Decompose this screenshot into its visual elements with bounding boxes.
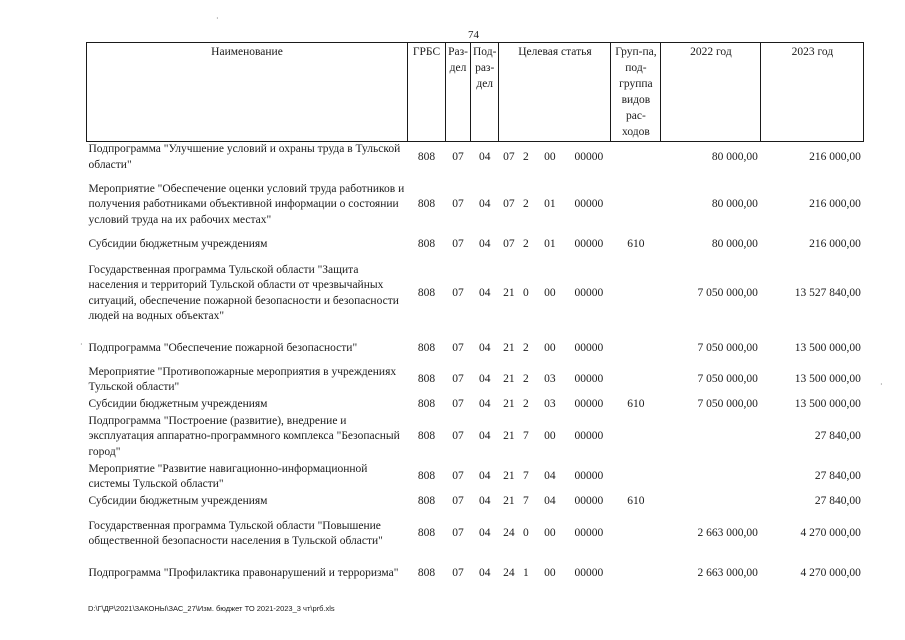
cell-t2: 2 <box>523 238 529 251</box>
cell-t2: 0 <box>523 527 529 540</box>
cell-grbs: 808 <box>417 373 436 386</box>
cell-y2023: 13 500 000,00 <box>794 373 861 386</box>
scan-dot: · <box>880 380 883 389</box>
cell-pr: 04 <box>478 342 491 355</box>
cell-t3: 00 <box>544 150 556 163</box>
cell-rz: 07 <box>452 238 464 251</box>
cell-y2022 <box>661 493 761 510</box>
file-path-footer: D:\Г\ДР\2021\ЗАКОНЫ\ЗАС_27\Изм. бюджет ТО 2021-2023_3 чт\рrб.xls <box>88 604 335 613</box>
cell-t2: 7 <box>523 494 529 507</box>
cell-t3: 04 <box>544 470 556 483</box>
cell-t2: 2 <box>523 397 529 410</box>
cell-pr: 04 <box>478 430 491 443</box>
page-number: 74 <box>468 29 479 41</box>
cell-name: Мероприятие "Развитие навигационно-информационной системы Тульской области" <box>88 462 368 490</box>
cell-rz: 07 <box>452 494 464 507</box>
cell-grbs: 808 <box>417 494 436 507</box>
cell-y2022: 7 050 000,00 <box>697 397 758 410</box>
cell-t3: 03 <box>544 397 556 410</box>
cell-grbs: 808 <box>417 198 436 211</box>
cell-y2023: 27 840,00 <box>814 430 861 443</box>
cell-y2023: 27 840,00 <box>814 470 861 483</box>
cell-pr: 04 <box>478 286 491 299</box>
cell-rz: 07 <box>452 470 464 483</box>
table-row <box>87 142 864 174</box>
col-header-name: Наименование <box>87 43 408 142</box>
cell-t3: 00 <box>544 430 556 443</box>
table-row <box>87 493 864 510</box>
cell-t2: 2 <box>523 342 529 355</box>
cell-grbs: 808 <box>417 470 436 483</box>
cell-name: Субсидии бюджетным учреждениям <box>88 238 268 251</box>
cell-y2023: 27 840,00 <box>814 494 861 507</box>
cell-t1: 21 <box>503 430 515 443</box>
cell-vr <box>611 173 661 237</box>
cell-vr <box>611 461 661 493</box>
cell-pr: 04 <box>478 150 491 163</box>
cell-t3: 04 <box>544 494 556 507</box>
table-header-row <box>87 43 864 142</box>
cell-t4: 00000 <box>574 397 604 410</box>
col-header-2022: 2022 год <box>661 43 761 142</box>
scan-dot: · <box>216 14 219 23</box>
cell-y2022: 7 050 000,00 <box>697 286 758 299</box>
col-header-razdel: Раз-дел <box>446 43 471 142</box>
cell-name: Подпрограмма "Улучшение условий и охраны труда в Тульской области" <box>88 143 401 171</box>
cell-t4: 00000 <box>574 567 604 580</box>
table-row <box>87 364 864 396</box>
col-header-grbs: ГРБС <box>408 43 446 142</box>
cell-t1: 07 <box>503 198 515 211</box>
cell-rz: 07 <box>452 397 464 410</box>
cell-rz: 07 <box>452 198 464 211</box>
cell-t4: 00000 <box>574 150 604 163</box>
cell-t4: 00000 <box>574 198 604 211</box>
cell-rz: 07 <box>452 373 464 386</box>
cell-pr: 04 <box>478 494 491 507</box>
cell-t4: 00000 <box>574 373 604 386</box>
cell-t3: 00 <box>544 527 556 540</box>
cell-t1: 21 <box>503 373 515 386</box>
scan-dot: · <box>80 340 83 349</box>
cell-rz: 07 <box>452 430 464 443</box>
cell-vr: 610 <box>627 494 645 507</box>
cell-rz: 07 <box>452 286 464 299</box>
cell-t1: 24 <box>503 527 515 540</box>
cell-t2: 1 <box>523 567 529 580</box>
cell-vr <box>611 558 661 590</box>
cell-y2022 <box>661 413 761 461</box>
cell-t4: 00000 <box>574 430 604 443</box>
col-header-group: Груп-па, под-группа видов рас-ходов <box>611 43 661 142</box>
cell-t4: 00000 <box>574 342 604 355</box>
cell-t1: 07 <box>503 238 515 251</box>
cell-y2023: 13 500 000,00 <box>794 397 861 410</box>
cell-vr <box>611 253 661 334</box>
cell-t2: 0 <box>523 286 529 299</box>
cell-y2022: 2 663 000,00 <box>697 567 758 580</box>
col-header-target: Целевая статья <box>499 43 611 142</box>
cell-name: Государственная программа Тульской области "Защита населения и территорий Тульской области от чрезвычайных ситуаций, обеспечение пожарной безопасности и безопасности людей на водных объектах" <box>88 263 399 322</box>
cell-rz: 07 <box>452 567 464 580</box>
cell-grbs: 808 <box>417 430 436 443</box>
cell-y2022: 7 050 000,00 <box>697 373 758 386</box>
table-row <box>87 396 864 413</box>
cell-vr <box>611 364 661 396</box>
cell-t1: 07 <box>503 150 515 163</box>
cell-t2: 2 <box>523 150 529 163</box>
cell-t3: 00 <box>544 342 556 355</box>
cell-y2022: 7 050 000,00 <box>697 342 758 355</box>
cell-name: Субсидии бюджетным учреждениям <box>88 494 268 507</box>
cell-pr: 04 <box>478 238 491 251</box>
cell-t1: 21 <box>503 286 515 299</box>
table-row <box>87 237 864 253</box>
cell-t4: 00000 <box>574 286 604 299</box>
cell-y2023: 13 500 000,00 <box>794 342 861 355</box>
cell-y2023: 4 270 000,00 <box>800 567 861 580</box>
cell-grbs: 808 <box>417 567 436 580</box>
cell-t2: 7 <box>523 430 529 443</box>
cell-name: Подпрограмма "Обеспечение пожарной безопасности" <box>88 342 358 355</box>
cell-grbs: 808 <box>417 527 436 540</box>
cell-vr <box>611 510 661 558</box>
cell-pr: 04 <box>478 470 491 483</box>
cell-t1: 21 <box>503 470 515 483</box>
cell-y2023: 216 000,00 <box>809 238 861 251</box>
table-row <box>87 461 864 493</box>
cell-t4: 00000 <box>574 527 604 540</box>
cell-t3: 03 <box>544 373 556 386</box>
cell-name: Подпрограмма "Профилактика правонарушений и терроризма" <box>88 567 399 580</box>
cell-grbs: 808 <box>417 286 436 299</box>
cell-vr <box>611 334 661 364</box>
cell-grbs: 808 <box>417 397 436 410</box>
cell-y2023: 13 527 840,00 <box>794 286 861 299</box>
table-row <box>87 510 864 558</box>
cell-pr: 04 <box>478 373 491 386</box>
budget-table <box>86 42 864 590</box>
cell-t2: 2 <box>523 373 529 386</box>
cell-vr <box>611 413 661 461</box>
cell-y2022: 80 000,00 <box>711 198 758 211</box>
cell-grbs: 808 <box>417 238 436 251</box>
cell-pr: 04 <box>478 397 491 410</box>
cell-y2023: 216 000,00 <box>809 150 861 163</box>
cell-t3: 01 <box>544 198 556 211</box>
cell-rz: 07 <box>452 527 464 540</box>
cell-t3: 00 <box>544 286 556 299</box>
col-header-podrazdel: Под-раз-дел <box>471 43 499 142</box>
cell-pr: 04 <box>478 198 491 211</box>
cell-name: Мероприятие "Противопожарные мероприятия в учреждениях Тульской области" <box>88 365 397 393</box>
cell-t1: 24 <box>503 567 515 580</box>
cell-vr <box>611 142 661 174</box>
cell-t4: 00000 <box>574 470 604 483</box>
cell-t1: 21 <box>503 342 515 355</box>
table-row <box>87 253 864 334</box>
cell-t1: 21 <box>503 494 515 507</box>
col-header-2023: 2023 год <box>761 43 864 142</box>
cell-y2022: 2 663 000,00 <box>697 527 758 540</box>
table-row <box>87 173 864 237</box>
cell-t2: 2 <box>523 198 529 211</box>
cell-t4: 00000 <box>574 494 604 507</box>
cell-vr: 610 <box>627 397 645 410</box>
cell-name: Подпрограмма "Построение (развитие), внедрение и эксплуатация аппаратно-программного комплекса "Безопасный город" <box>88 414 400 458</box>
cell-y2022 <box>661 461 761 493</box>
cell-t1: 21 <box>503 397 515 410</box>
cell-t3: 01 <box>544 238 556 251</box>
cell-rz: 07 <box>452 342 464 355</box>
cell-name: Мероприятие "Обеспечение оценки условий труда работников и получения работниками объективной информации о состоянии условий труда на их рабочих местах" <box>88 182 405 226</box>
cell-t2: 7 <box>523 470 529 483</box>
table-row <box>87 413 864 461</box>
table-row <box>87 334 864 364</box>
cell-pr: 04 <box>478 567 491 580</box>
cell-vr: 610 <box>627 238 645 251</box>
cell-name: Государственная программа Тульской области "Повышение общественной безопасности населения в Тульской области" <box>88 519 383 547</box>
cell-t4: 00000 <box>574 238 604 251</box>
cell-grbs: 808 <box>417 342 436 355</box>
cell-y2022: 80 000,00 <box>711 150 758 163</box>
cell-t3: 00 <box>544 567 556 580</box>
cell-name: Субсидии бюджетным учреждениям <box>88 397 268 410</box>
table-row <box>87 558 864 590</box>
cell-grbs: 808 <box>417 150 436 163</box>
cell-y2023: 216 000,00 <box>809 198 861 211</box>
cell-pr: 04 <box>478 527 491 540</box>
cell-rz: 07 <box>452 150 464 163</box>
cell-y2022: 80 000,00 <box>711 238 758 251</box>
cell-y2023: 4 270 000,00 <box>800 527 861 540</box>
